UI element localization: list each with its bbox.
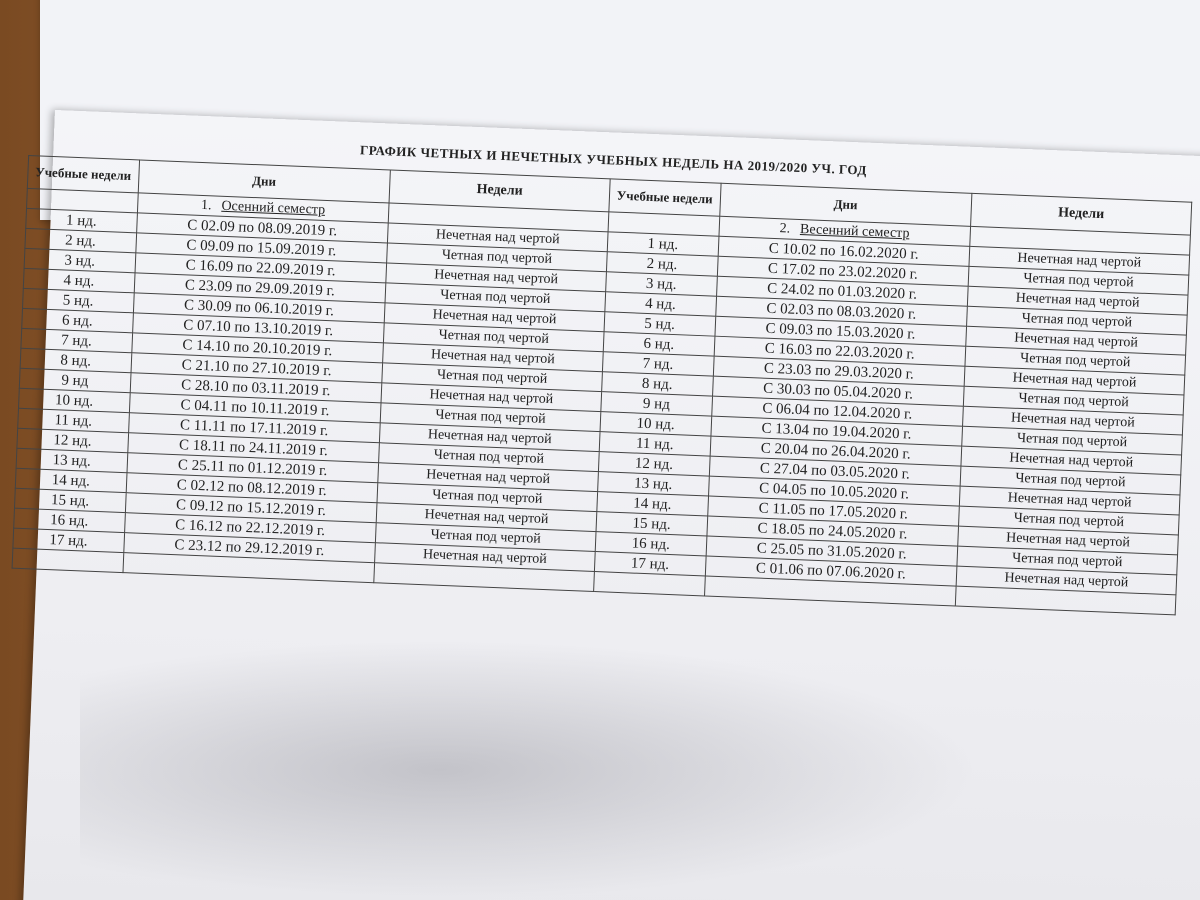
fall-parity: Нечетная над чертой [378,463,599,492]
fall-empty-cell [12,548,123,572]
fall-days: С 02.12 по 08.12.2019 г. [126,473,378,503]
spring-days: С 01.06 по 07.06.2020 г. [705,556,957,586]
spring-week: 14 нд. [597,492,708,516]
spring-parity: Нечетная над чертой [964,366,1185,395]
spring-parity: Нечетная над чертой [966,326,1187,355]
spring-parity: Нечетная над чертой [963,406,1184,435]
fall-days: С 16.12 по 22.12.2019 г. [124,513,376,543]
fall-days: С 25.11 по 01.12.2019 г. [127,453,379,483]
spring-parity: Четная под чертой [960,466,1181,495]
spring-days: С 17.02 по 23.02.2020 г. [717,256,969,286]
spring-week: 16 нд. [595,532,706,556]
spring-days: С 23.03 по 29.03.2020 г. [713,356,965,386]
spring-week: 15 нд. [596,512,707,536]
fall-week: 2 нд. [25,228,136,252]
fall-days: С 09.09 по 15.09.2019 г. [135,233,387,263]
spring-days: С 04.05 по 10.05.2020 г. [708,476,960,506]
spring-week: 9 нд [601,392,712,416]
header-parity-spring: Недели [971,193,1192,235]
fall-week: 17 нд. [13,528,124,552]
fall-days: С 04.11 по 10.11.2019 г. [129,393,381,423]
fall-days: С 02.09 по 08.09.2019 г. [136,213,388,243]
spring-days: С 25.05 по 31.05.2020 г. [706,536,958,566]
spring-parity: Четная под чертой [962,426,1183,455]
header-weeks-spring: Учебные недели [609,179,721,216]
fall-week: 11 нд. [18,408,129,432]
page-content [12,129,1199,616]
fall-parity: Нечетная над чертой [386,263,607,292]
spring-days: С 11.05 по 17.05.2020 г. [707,496,959,526]
fall-week: 4 нд. [23,268,134,292]
fall-days: С 09.12 по 15.12.2019 г. [125,493,377,523]
fall-days: С 28.10 по 03.11.2019 г. [130,373,382,403]
spring-days: С 10.02 по 16.02.2020 г. [718,236,970,266]
spring-parity: Нечетная над чертой [967,286,1188,315]
semester-name: Весенний семестр [799,221,910,241]
header-parity-fall: Недели [389,170,610,212]
fall-parity: Четная под чертой [375,523,596,552]
fall-parity: Четная под чертой [383,323,604,352]
spring-week: 12 нд. [598,452,709,476]
spring-empty-cell [594,572,705,596]
spring-days: С 30.03 по 05.04.2020 г. [712,376,964,406]
spring-days: С 13.04 по 19.04.2020 г. [710,416,962,446]
fall-parity: Нечетная над чертой [381,383,602,412]
spring-week: 5 нд. [604,312,715,336]
spring-days: С 16.03 по 22.03.2020 г. [714,336,966,366]
semester-number: 2. [779,220,791,237]
fall-parity: Четная под чертой [380,403,601,432]
spring-week: 4 нд. [605,292,716,316]
fall-parity: Нечетная над чертой [384,303,605,332]
fall-week: 1 нд. [26,208,137,232]
fall-parity: Нечетная над чертой [375,543,596,572]
spring-week: 8 нд. [602,372,713,396]
spring-parity: Нечетная над чертой [969,246,1190,275]
header-days-spring: Дни [719,183,972,226]
spring-week: 2 нд. [606,252,717,276]
fall-parity: Нечетная над чертой [383,343,604,372]
fall-days: С 30.09 по 06.10.2019 г. [133,293,385,323]
fall-week: 14 нд. [15,468,126,492]
spring-parity: Четная под чертой [967,306,1188,335]
fall-parity: Четная под чертой [377,483,598,512]
fall-parity: Нечетная над чертой [376,503,597,532]
spring-days: С 09.03 по 15.03.2020 г. [714,316,966,346]
spring-days: С 24.02 по 01.03.2020 г. [716,276,968,306]
fall-days: С 18.11 по 24.11.2019 г. [127,433,379,463]
fall-week: 8 нд. [20,348,131,372]
spring-parity: Четная под чертой [968,266,1189,295]
fall-parity: Нечетная над чертой [379,423,600,452]
fall-days: С 23.12 по 29.12.2019 г. [123,533,375,563]
fall-week: 15 нд. [14,488,125,512]
fall-days: С 11.11 по 17.11.2019 г. [128,413,380,443]
spring-week: 1 нд. [607,232,718,256]
header-days-fall: Дни [138,160,391,203]
spring-week: 11 нд. [599,432,710,456]
semester-name: Осенний семестр [221,198,326,218]
spring-days: С 06.04 по 12.04.2020 г. [711,396,963,426]
spring-days: С 02.03 по 08.03.2020 г. [715,296,967,326]
fall-week: 10 нд. [19,388,130,412]
fall-parity: Четная под чертой [382,363,603,392]
fall-week: 13 нд. [16,448,127,472]
spring-parity: Четная под чертой [959,506,1180,535]
fall-days: С 14.10 по 20.10.2019 г. [131,333,383,363]
spring-parity: Нечетная над чертой [958,526,1179,555]
spring-parity: Нечетная над чертой [959,486,1180,515]
spring-week: 17 нд. [594,552,705,576]
spring-parity: Четная под чертой [965,346,1186,375]
fall-week: 12 нд. [17,428,128,452]
spring-week: 6 нд. [603,332,714,356]
fall-week: 7 нд. [21,328,132,352]
fall-week: 5 нд. [23,288,134,312]
spring-week: 13 нд. [598,472,709,496]
spring-parity: Нечетная над чертой [961,446,1182,475]
fall-days: С 07.10 по 13.10.2019 г. [132,313,384,343]
fall-week: 16 нд. [14,508,125,532]
spring-parity: Нечетная над чертой [956,566,1177,595]
spring-days: С 20.04 по 26.04.2020 г. [710,436,962,466]
spring-days: С 27.04 по 03.05.2020 г. [709,456,961,486]
fall-week: 9 нд [19,368,130,392]
fall-week: 6 нд. [22,308,133,332]
fall-parity: Четная под чертой [379,443,600,472]
spring-week: 10 нд. [600,412,711,436]
fall-days: С 21.10 по 27.10.2019 г. [131,353,383,383]
schedule-body [12,188,1190,614]
spring-parity: Четная под чертой [963,386,1184,415]
fall-days: С 23.09 по 29.09.2019 г. [134,273,386,303]
schedule-table [12,155,1193,615]
spring-days: С 18.05 по 24.05.2020 г. [706,516,958,546]
document-page [19,110,1200,900]
spring-parity: Четная под чертой [957,546,1178,575]
fall-parity: Четная под чертой [385,283,606,312]
fall-days: С 16.09 по 22.09.2019 г. [135,253,387,283]
spring-week: 7 нд. [602,352,713,376]
fall-week: 3 нд. [24,248,135,272]
spring-week: 3 нд. [606,272,717,296]
document-title: ГРАФИК ЧЕТНЫХ И НЕЧЕТНЫХ УЧЕБНЫХ НЕДЕЛЬ НА 2019/2020 УЧ. ГОД [359,142,868,178]
fall-parity: Четная под чертой [387,243,608,272]
semester-number: 1. [200,197,212,213]
header-weeks-fall: Учебные недели [27,155,139,192]
fall-parity: Нечетная над чертой [387,223,608,252]
